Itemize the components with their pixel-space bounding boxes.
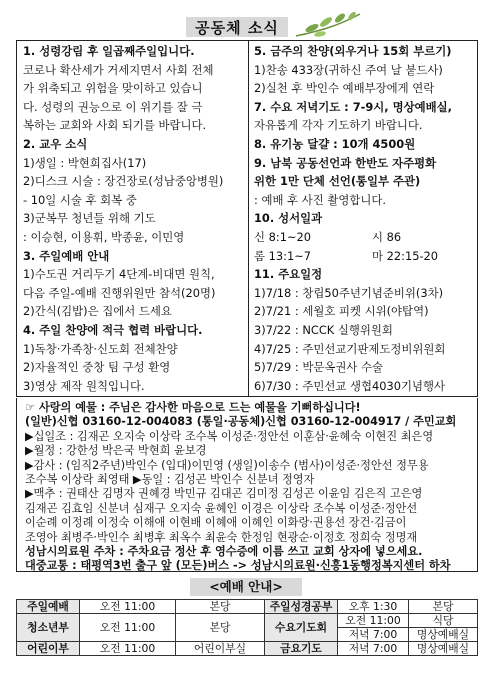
- table-cell: 본당: [176, 600, 265, 614]
- right-line: [254, 193, 473, 208]
- right-line: [254, 342, 473, 357]
- line-text: 1)독창·가족창·신도회 전체찬양: [23, 341, 178, 356]
- left-line: [23, 230, 244, 245]
- line-text: 1)7/18 : 창립50주년기념준비위(3차): [254, 285, 444, 300]
- line-text: 1. 성령강림 후 일곱째주일입니다.: [23, 44, 195, 58]
- table-cell: 주일예배: [17, 600, 80, 614]
- line-text: ▶감사 : (임직2주년)박인수 (입대)이민영 (생일)이송수 (범사)이성준·정안선 정무용: [25, 458, 429, 472]
- line-text: : 예배 후 사진 촬영합니다.: [254, 192, 386, 207]
- line-text: 3. 주일예배 안내: [23, 248, 110, 263]
- left-line: [23, 156, 244, 171]
- left-line: [23, 63, 244, 78]
- line-text: 롬 13:1~7: [254, 248, 311, 263]
- line-text: 조영아 최병주·박인수 최병후 최옥수 최윤숙 한정임 현광순·이정호 정희숙 정명재: [25, 530, 418, 544]
- table-cell: 어린이부: [17, 642, 80, 656]
- news-frame: [16, 40, 478, 397]
- left-line: [23, 286, 244, 301]
- bottom-line: [25, 400, 473, 415]
- right-line: [254, 304, 473, 319]
- left-line: [23, 249, 244, 264]
- line-text: 4. 주일 찬양에 적극 협력 바랍니다.: [23, 323, 203, 337]
- table-cell: 오전 11:00: [80, 600, 176, 614]
- table-row: [17, 642, 478, 656]
- bottom-line: [25, 472, 473, 487]
- line-text: : 이승현, 이용휘, 박종윤, 이민영: [23, 230, 185, 244]
- table-cell: 명상예배실: [409, 628, 478, 642]
- line-text: 위한 1만 단체 선언(통일부 주관): [254, 174, 421, 189]
- line-text: ▶십일조 : 김재곤 오지숙 이상락 조수복 이성준·정안선 이훈삼·윤혜숙 이현진 최은영: [25, 429, 434, 443]
- left-line: [23, 137, 244, 152]
- right-line: [254, 100, 473, 115]
- line-text: 다음 주일-예배 진행위원만 참석(20명): [23, 285, 216, 300]
- line-text: 이순례 이정례 이정숙 이해애 이현배 이혜애 이혜인 이화랑·권용선 장건·김금이: [25, 516, 407, 530]
- table-row: [17, 600, 478, 614]
- line-text: (일반)신협 03160-12-004083 (통일·공동체)신협 03160-12-004917 / 주민교회: [25, 415, 457, 429]
- line-text: ☞ 사랑의 예물 : 주님은 감사한 마음으로 드는 예물을 기뻐하십니다!: [25, 401, 361, 414]
- line-text: 1)수도권 거리두기 4단계-비대면 원칙,: [23, 267, 215, 282]
- line-text: 3)7/22 : NCCK 실행위원회: [254, 323, 393, 337]
- table-cell: 오전 11:00: [80, 642, 176, 656]
- bottom-line: [25, 429, 473, 444]
- line-text: 9. 남북 공동선언과 한반도 자주평화: [254, 155, 437, 170]
- left-line: [23, 304, 244, 319]
- table-cell: 수요기도회: [265, 614, 338, 642]
- bottom-line: [25, 458, 473, 473]
- left-line: [23, 267, 244, 282]
- right-line: [254, 360, 473, 375]
- bottom-line: [25, 515, 473, 530]
- right-line: [254, 118, 473, 133]
- offering-section: [16, 398, 478, 572]
- left-column: [17, 41, 249, 396]
- line-text: 복하는 교회와 사회 되기를 바랍니다.: [23, 118, 207, 133]
- left-line: [23, 342, 244, 357]
- line-text: 7. 수요 저녁기도 : 7-9시, 명상예배실,: [254, 99, 452, 114]
- table-cell: 저녁 7:00: [338, 642, 409, 656]
- bottom-line: [25, 501, 473, 516]
- left-line: [23, 118, 244, 133]
- right-line: [254, 44, 473, 59]
- line-text: 가 위축되고 위험을 맞이하고 있습니: [23, 81, 203, 96]
- bottom-line: [25, 486, 473, 501]
- line-text: 3)영상 제작 원칙입니다.: [23, 378, 145, 393]
- table-cell: 오전 11:00: [80, 614, 176, 642]
- right-line: [254, 137, 473, 152]
- left-line: [23, 360, 244, 375]
- leaf-decoration-icon: [294, 8, 364, 42]
- left-line: [23, 81, 244, 96]
- line-text: 2)간식(김밥)은 집에서 드세요: [23, 304, 172, 319]
- section-title: 공동체 소식: [195, 18, 279, 37]
- right-line: [254, 323, 473, 338]
- table-cell: 오전 11:00: [338, 614, 409, 628]
- table-cell: 명상예배실: [409, 642, 478, 656]
- table-cell: 주일성경공부: [265, 600, 338, 614]
- table-cell: 금요기도: [265, 642, 338, 656]
- bottom-line: [25, 414, 473, 429]
- left-line: [23, 379, 244, 394]
- bottom-line: [25, 544, 473, 559]
- left-line: [23, 211, 244, 226]
- right-line: [254, 81, 473, 96]
- line-text-right: 시 86: [372, 230, 402, 244]
- line-text: 11. 주요일정: [254, 267, 323, 282]
- worship-schedule-title: <예배 안내>: [190, 578, 302, 596]
- bottom-line: [25, 443, 473, 458]
- line-text: 1)생일 : 박현희집사(17): [23, 155, 147, 170]
- left-line: [23, 174, 244, 189]
- right-line: [254, 156, 473, 171]
- line-text: 6)7/30 : 주민선교 생협4030기념행사: [254, 378, 445, 393]
- line-text: 자유롭게 각자 기도하기 바랍니다.: [254, 118, 423, 133]
- line-text: 2. 교우 소식: [23, 137, 88, 151]
- right-line: [254, 286, 473, 301]
- line-text: 2)실천 후 박인수 예배부장에게 연락: [254, 81, 435, 96]
- line-text: 3)군복무 청년들 위해 기도: [23, 211, 156, 226]
- line-text: 4)7/25 : 주민선교기판제도정비위원회: [254, 341, 446, 356]
- line-text: 5)7/29 : 박문옥권사 수술: [254, 360, 383, 375]
- table-cell: 오후 1:30: [338, 600, 409, 614]
- right-column: [248, 41, 477, 396]
- right-line: [254, 379, 473, 394]
- section-title-bar: [186, 17, 288, 37]
- right-line: [254, 174, 473, 189]
- line-text: 신 8:1~20: [254, 230, 311, 244]
- worship-schedule-table: [16, 599, 478, 656]
- line-text: 코로나 확산세가 거세지면서 사회 전체: [23, 62, 214, 77]
- table-cell: 식당: [409, 614, 478, 628]
- bottom-line: [25, 558, 473, 573]
- left-line: [23, 323, 244, 338]
- table-cell: 저녁 7:00: [338, 628, 409, 642]
- line-text: ▶맥추 : 권태산 김명자 권혜경 박민규 김대곤 김미정 김성곤 이윤임 김은직 고은영: [25, 487, 423, 501]
- line-text: 5. 금주의 찬양(외우거나 15회 부르기): [254, 44, 452, 58]
- table-cell: 청소년부: [17, 614, 80, 642]
- line-text-right: 마 22:15-20: [372, 248, 439, 263]
- right-line: [254, 249, 473, 264]
- line-text: - 10일 시술 후 회복 중: [23, 192, 137, 207]
- table-cell: 본당: [409, 600, 478, 614]
- right-line: [254, 267, 473, 282]
- right-line: [254, 63, 473, 78]
- line-text: 10. 성서일과: [254, 211, 323, 226]
- line-text: 다. 성령의 권능으로 이 위기를 잘 극: [23, 99, 203, 114]
- line-text: 대중교통 : 태평역3번 출구 앞 (모든)버스 -> 성남시의료원·신흥1동행정복지센터 하차: [25, 559, 451, 573]
- right-line: [254, 230, 473, 245]
- line-text: 김재곤 김효임 신분녀 심재구 오지숙 윤혜인 이경은 이상락 조수복 이성준·정안선: [25, 501, 418, 515]
- left-line: [23, 100, 244, 115]
- table-row: [17, 614, 478, 628]
- line-text: 2)디스크 시술 : 장건장로(성남중앙병원): [23, 174, 224, 189]
- line-text: 조수복 이상락 최영태 ▶동일 : 김성곤 박인수 신분녀 정영자: [25, 473, 315, 486]
- table-cell: 본당: [176, 614, 265, 642]
- line-text: 2)자율적인 중창 팀 구성 환영: [23, 360, 171, 375]
- right-line: [254, 211, 473, 226]
- bottom-line: [25, 530, 473, 545]
- line-text: ▶월정 : 강한성 박은국 박현희 윤보경: [25, 444, 207, 458]
- line-text: 8. 유기농 달걀 : 10개 4500원: [254, 137, 416, 151]
- line-text: 성남시의료원 주차 : 주차요금 정산 후 영수증에 이름 쓰고 교회 상자에 넣으세요.: [25, 545, 423, 558]
- left-line: [23, 44, 244, 59]
- table-cell: 어린이부실: [176, 642, 265, 656]
- left-line: [23, 193, 244, 208]
- line-text: 2)7/21 : 세월호 피켓 시위(야탑역): [254, 304, 429, 319]
- line-text: 1)찬송 433장(귀하신 주여 날 붙드사): [254, 62, 443, 77]
